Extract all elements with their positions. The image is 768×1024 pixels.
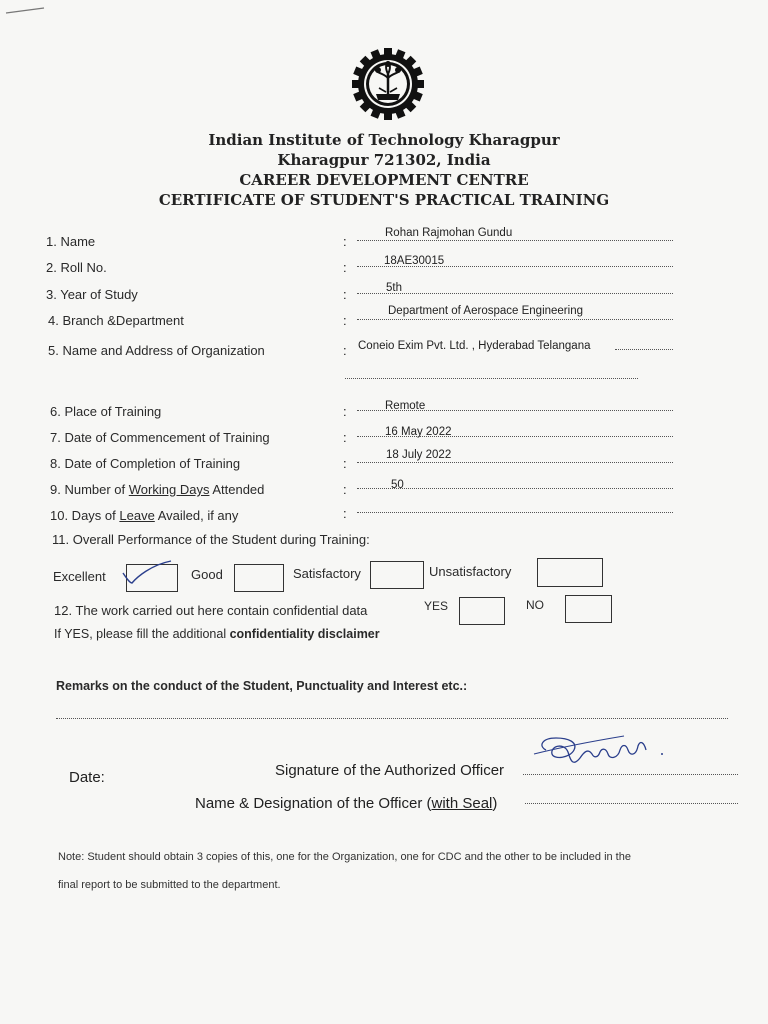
- confidentiality-note: If YES, please fill the additional confidentiality disclaimer: [54, 627, 380, 641]
- centre-name: CAREER DEVELOPMENT CENTRE: [239, 171, 529, 189]
- field-label: 9. Number of Working Days Attended: [50, 482, 265, 497]
- organization-extra-line: [345, 378, 638, 379]
- field-value: 50: [391, 479, 404, 491]
- field-row-leave-days: 10. Days of Leave Availed, if any :: [0, 506, 768, 528]
- field-row-year-of-study: 3. Year of Study : 5th: [0, 285, 768, 307]
- designation-line: [525, 803, 738, 804]
- pen-mark-icon: [4, 6, 46, 14]
- certificate-title: CERTIFICATE OF STUDENT'S PRACTICAL TRAINING: [158, 191, 610, 209]
- date-label: Date:: [69, 769, 105, 786]
- field-label: 8. Date of Completion of Training: [50, 456, 241, 471]
- field-value: 18 July 2022: [386, 449, 452, 461]
- remarks-label: Remarks on the conduct of the Student, Punctuality and Interest etc.:: [56, 679, 468, 693]
- option-excellent-label: Excellent: [53, 569, 106, 584]
- field-row-place: 6. Place of Training : Remote: [0, 402, 768, 424]
- field-row-name: 1. Name : Rohan Rajmohan Gundu: [0, 232, 768, 254]
- good-checkbox[interactable]: [234, 564, 284, 592]
- yes-label: YES: [424, 599, 449, 613]
- designation-label: Name & Designation of the Officer (with Seal): [195, 795, 498, 812]
- iit-kharagpur-logo-icon: [348, 44, 428, 124]
- footer-note-line-2: final report to be submitted to the department.: [58, 879, 281, 891]
- field-label: 4. Branch &Department: [48, 313, 184, 328]
- field-label: 5. Name and Address of Organization: [48, 343, 265, 358]
- yes-checkbox[interactable]: [459, 597, 505, 625]
- institute-address: Kharagpur 721302, India: [277, 151, 491, 169]
- field-label: 2. Roll No.: [46, 260, 107, 275]
- field-row-roll-no: 2. Roll No. : 18AE30015: [0, 258, 768, 280]
- option-good-label: Good: [191, 567, 223, 582]
- no-label: NO: [526, 598, 544, 612]
- performance-question: 11. Overall Performance of the Student during Training:: [52, 532, 370, 547]
- handwritten-signature-icon: [528, 728, 668, 778]
- field-label: 6. Place of Training: [50, 404, 162, 419]
- unsatisfactory-checkbox[interactable]: [537, 558, 603, 587]
- field-label: 7. Date of Commencement of Training: [50, 430, 270, 445]
- option-satisfactory-label: Satisfactory: [293, 566, 361, 581]
- footer-note: [58, 843, 738, 899]
- option-unsatisfactory-label: Unsatisfactory: [429, 564, 512, 579]
- field-value: Coneio Exim Pvt. Ltd. , Hyderabad Telangana: [358, 340, 591, 352]
- field-value: 18AE30015: [384, 255, 445, 267]
- field-value: Remote: [385, 400, 426, 412]
- field-value: Department of Aerospace Engineering: [388, 305, 583, 317]
- field-label: 10. Days of Leave Availed, if any: [50, 508, 239, 523]
- field-row-completion: 8. Date of Completion of Training : 18 July 2022: [0, 454, 768, 476]
- satisfactory-checkbox[interactable]: [370, 561, 424, 589]
- field-row-organization: 5. Name and Address of Organization : Coneio Exim Pvt. Ltd. , Hyderabad Telangana: [0, 341, 768, 363]
- field-value: Rohan Rajmohan Gundu: [385, 227, 513, 239]
- confidential-question: 12. The work carried out here contain confidential data: [54, 603, 368, 618]
- field-label: 3. Year of Study: [46, 287, 138, 302]
- footer-note-line-1: Note: Student should obtain 3 copies of this, one for the Organization, one for CDC and the other to be included in the: [58, 851, 631, 863]
- institute-name: Indian Institute of Technology Kharagpur: [208, 131, 560, 149]
- check-mark-icon: [121, 559, 175, 589]
- remarks-line: [56, 718, 728, 719]
- field-row-working-days: 9. Number of Working Days Attended : 50: [0, 480, 768, 502]
- field-row-branch: 4. Branch &Department : Department of Aerospace Engineering: [0, 311, 768, 333]
- field-row-commencement: 7. Date of Commencement of Training : 16 May 2022: [0, 428, 768, 450]
- institute-header: [0, 130, 768, 210]
- field-label: 1. Name: [46, 234, 96, 249]
- no-checkbox[interactable]: [565, 595, 612, 623]
- excellent-checkbox[interactable]: [126, 564, 178, 592]
- field-value: 5th: [386, 282, 402, 294]
- field-value: 16 May 2022: [385, 426, 452, 438]
- signature-label: Signature of the Authorized Officer: [275, 762, 505, 779]
